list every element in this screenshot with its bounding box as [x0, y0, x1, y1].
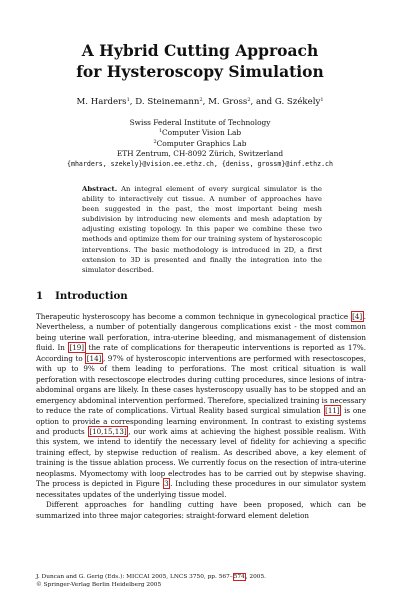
body-text	[36, 312, 366, 521]
citation-link[interactable]: [14]	[86, 353, 102, 363]
citation-link[interactable]: [4]	[352, 312, 363, 321]
page-range-link[interactable]: 574	[233, 574, 245, 580]
paper-title	[0, 40, 400, 82]
citation-link[interactable]: [10,15,13]	[89, 426, 127, 436]
citation-link[interactable]: [19]	[69, 343, 85, 353]
title-line-2: for Hysteroscopy Simulation	[76, 62, 324, 81]
paragraph-2: Different approaches for handling cutting have been proposed, which can be summarized into three major categories: straight-forward element deletion	[36, 500, 366, 520]
title-line-1: A Hybrid Cutting Approach	[81, 41, 319, 60]
affiliation-lab-1: $^1$Computer Vision Lab	[158, 128, 242, 138]
footer-copyright: © Springer-Verlag Berlin Heidelberg 2005	[36, 582, 162, 589]
author-2: D. Steinemann$^2$	[135, 97, 203, 107]
citation-link[interactable]: [11]	[325, 406, 340, 416]
paragraph-1: Therapeutic hysteroscopy has become a common technique in gynecological practice [4] . Nevertheless, a number of potentially dangerous complications exist - the most common being uterine wall perforation, intra-uterine bleeding, and mismanagement of distension fluid. In [19] the rate of complications for therapeutic interventions is reported as 17%. According to [14] , 97% of hysteroscopic interventions are performed with resectoscopes, with up to 9% of them leading to perforations. The most critical situation is wall perforation with resectoscope electrodes during cutting procedures, since lesions of intra-abdominal organs are likely. In these cases hysteroscopy usually has to be stopped and an emergency abdominal intervention performed. Therefore, specialized training is necessary to reduce the rate of complications. Virtual Reality based surgical simulation [11] is one option to provide a corresponding learning environment. In contrast to existing systems and products [10,15,13] , our work aims at achieving the highest possible realism. With this system, we intend to identify the necessary level of fidelity for achieving a specific training effect, by stepwise reduction of realism. As described above, a key element of training is the tissue ablation process. We currently focus on the resection of intra-uterine neoplasms. Myomectomy with loop electrodes has to be carried out by stepwise shaving. The process is depicted in Figure 3 . Including these procedures in our simulator system necessitates updates of the underlying tissue model.	[36, 312, 367, 499]
abstract-text: An integral element of every surgical simulator is the ability to interactively cut tissue. A number of approaches have been suggested in the past, the most important being mesh subdivision by introducing new elements and mesh adaptation by adjusting existing topology. In this paper we combine these two methods and optimize them for our training system of hysteroscopic interventions. The basic methodology is introduced in 2D, a first extension to 3D is presented and finally the integration into the simulator described.	[82, 185, 322, 274]
figure-link[interactable]: 3	[164, 479, 169, 489]
footer-citation: J. Duncan and G. Gerig (Eds.): MICCAI 2005, LNCS 3750, pp. 567–574, 2005.	[36, 574, 267, 580]
affiliation-address: ETH Zentrum, CH-8092 Zürich, Switzerland	[116, 148, 284, 158]
affiliation-emails: {mharders, szekely}@vision.ee.ethz.ch, {deniss, grossm}@inf.ethz.ch	[67, 160, 333, 169]
author-list: M. Harders$^1$, D. Steinemann$^2$, M. Gross$^2$, and G. Székely$^1$	[76, 97, 324, 107]
affiliation-block	[0, 118, 400, 169]
author-3: M. Gross$^2$	[208, 97, 251, 107]
section-title: Introduction	[55, 290, 128, 302]
abstract	[82, 184, 322, 275]
abstract-label: Abstract.	[82, 185, 118, 193]
section-number: 1	[36, 290, 44, 302]
author-4: G. Székely$^1$	[274, 97, 324, 107]
affiliation-lab-2: $^2$Computer Graphics Lab	[153, 138, 247, 148]
author-1: M. Harders$^1$	[76, 97, 130, 107]
affiliation-institute: Swiss Federal Institute of Technology	[129, 118, 271, 127]
section-heading	[36, 290, 128, 302]
page-footer	[36, 573, 266, 590]
